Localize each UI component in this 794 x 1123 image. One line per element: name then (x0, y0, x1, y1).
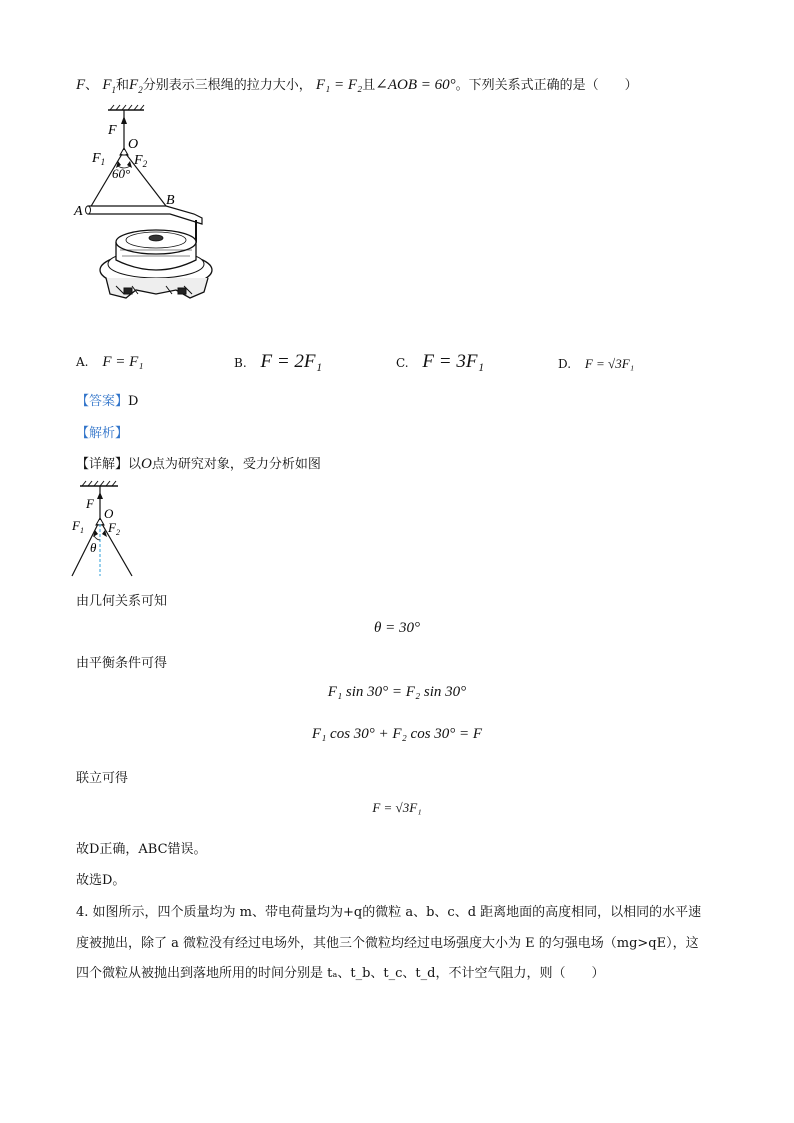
option-c-expr: F = 3F₁ (422, 351, 485, 372)
fig2-label-theta: θ (90, 540, 97, 555)
millstone (100, 230, 212, 298)
conclusion-2: 故选D。 (76, 873, 126, 888)
option-b-expr: F = 2F₁ (260, 351, 323, 372)
detail-line (76, 453, 321, 473)
detail-tag: 【详解】 (76, 457, 129, 472)
fig2-label-F1: $F_1$ (72, 518, 84, 535)
stem-F1: $F_1$ (102, 77, 116, 95)
option-c[interactable] (396, 351, 484, 373)
label-O: O (128, 137, 139, 152)
conclusion-1: 故D正确，ABC错误。 (76, 842, 207, 857)
option-b-label: B. (234, 356, 247, 370)
eq-result: F = √3F₁ (372, 800, 422, 815)
detail-text-1: 以 (128, 457, 142, 472)
detail-O: O (141, 456, 152, 472)
answer-line (76, 390, 138, 409)
option-c-label: C. (396, 356, 409, 370)
label-A: A (74, 204, 83, 219)
option-b[interactable] (234, 351, 322, 373)
eq-sin: F₁ sin 30° = F₂ sin 30° (327, 684, 467, 700)
label-F: F (108, 123, 117, 138)
stem-mid: 分别表示三根绳的拉力大小， (142, 78, 312, 93)
stem-condition: F₁ = F₂ (315, 77, 363, 93)
stem-qie: 且 (362, 78, 376, 93)
combine-text: 联立可得 (76, 771, 129, 786)
label-B: B (166, 193, 175, 208)
arrow-F (121, 116, 127, 124)
option-a[interactable] (76, 354, 143, 371)
stem-angle: ∠AOB = 60° (375, 77, 456, 93)
force-diagram (66, 478, 146, 578)
answer-tag: 【答案】 (76, 394, 129, 409)
analysis-line (76, 422, 128, 441)
fig2-label-F: F (86, 496, 94, 511)
option-d[interactable] (558, 356, 634, 372)
fig2-label-F2: $F_2$ (108, 520, 120, 537)
q4-line-2: 度被抛出，除了 a 微粒没有经过电场外，其他三个微粒均经过电场强度大小为 E 的匀强电场（mg>qE），这 (76, 936, 699, 951)
option-d-label: D. (558, 357, 572, 371)
handle-bar (88, 206, 202, 224)
answer-value: D (128, 394, 139, 409)
eq-cos: F₁ cos 30° + F₂ cos 30° = F (311, 726, 483, 742)
fig2-label-O: O (104, 506, 114, 521)
q4-line-1: 4. 如图所示，四个质量均为 m、带电荷量均为+q的微粒 a、b、c、d 距离地面的高度相同，以相同的水平速 (76, 905, 702, 920)
option-d-expr: F = √3F₁ (584, 356, 635, 371)
label-F1: $F_1$ (92, 151, 106, 167)
q4-line-3: 四个微粒从被抛出到落地所用的时间分别是 tₐ、t_b、t_c、t_d，不计空气阻力，则（ ） (76, 966, 605, 981)
stem-F2: $F_2$ (129, 77, 143, 95)
detail-text-2: 点为研究对象，受力分析如图 (151, 457, 321, 472)
stem-end: 。下列关系式正确的是（ ） (455, 78, 638, 93)
eq-theta: θ = 30° (374, 620, 420, 636)
millstone-figure (66, 102, 226, 312)
option-a-label: A. (76, 355, 89, 369)
geo-text: 由几何关系可知 (76, 594, 168, 609)
label-F2: $F_2$ (134, 153, 148, 169)
analysis-tag: 【解析】 (76, 426, 129, 441)
stem-F: F (76, 77, 86, 93)
q3-stem: F、 $F_1$和$F_2$分别表示三根绳的拉力大小， F₁ = F₂且∠AOB = 60°。下列关系式正确的是（ ） (76, 77, 638, 95)
balance-text: 由平衡条件可得 (76, 656, 168, 671)
label-60: 60° (112, 166, 131, 181)
option-a-expr: F = F₁ (102, 354, 144, 370)
